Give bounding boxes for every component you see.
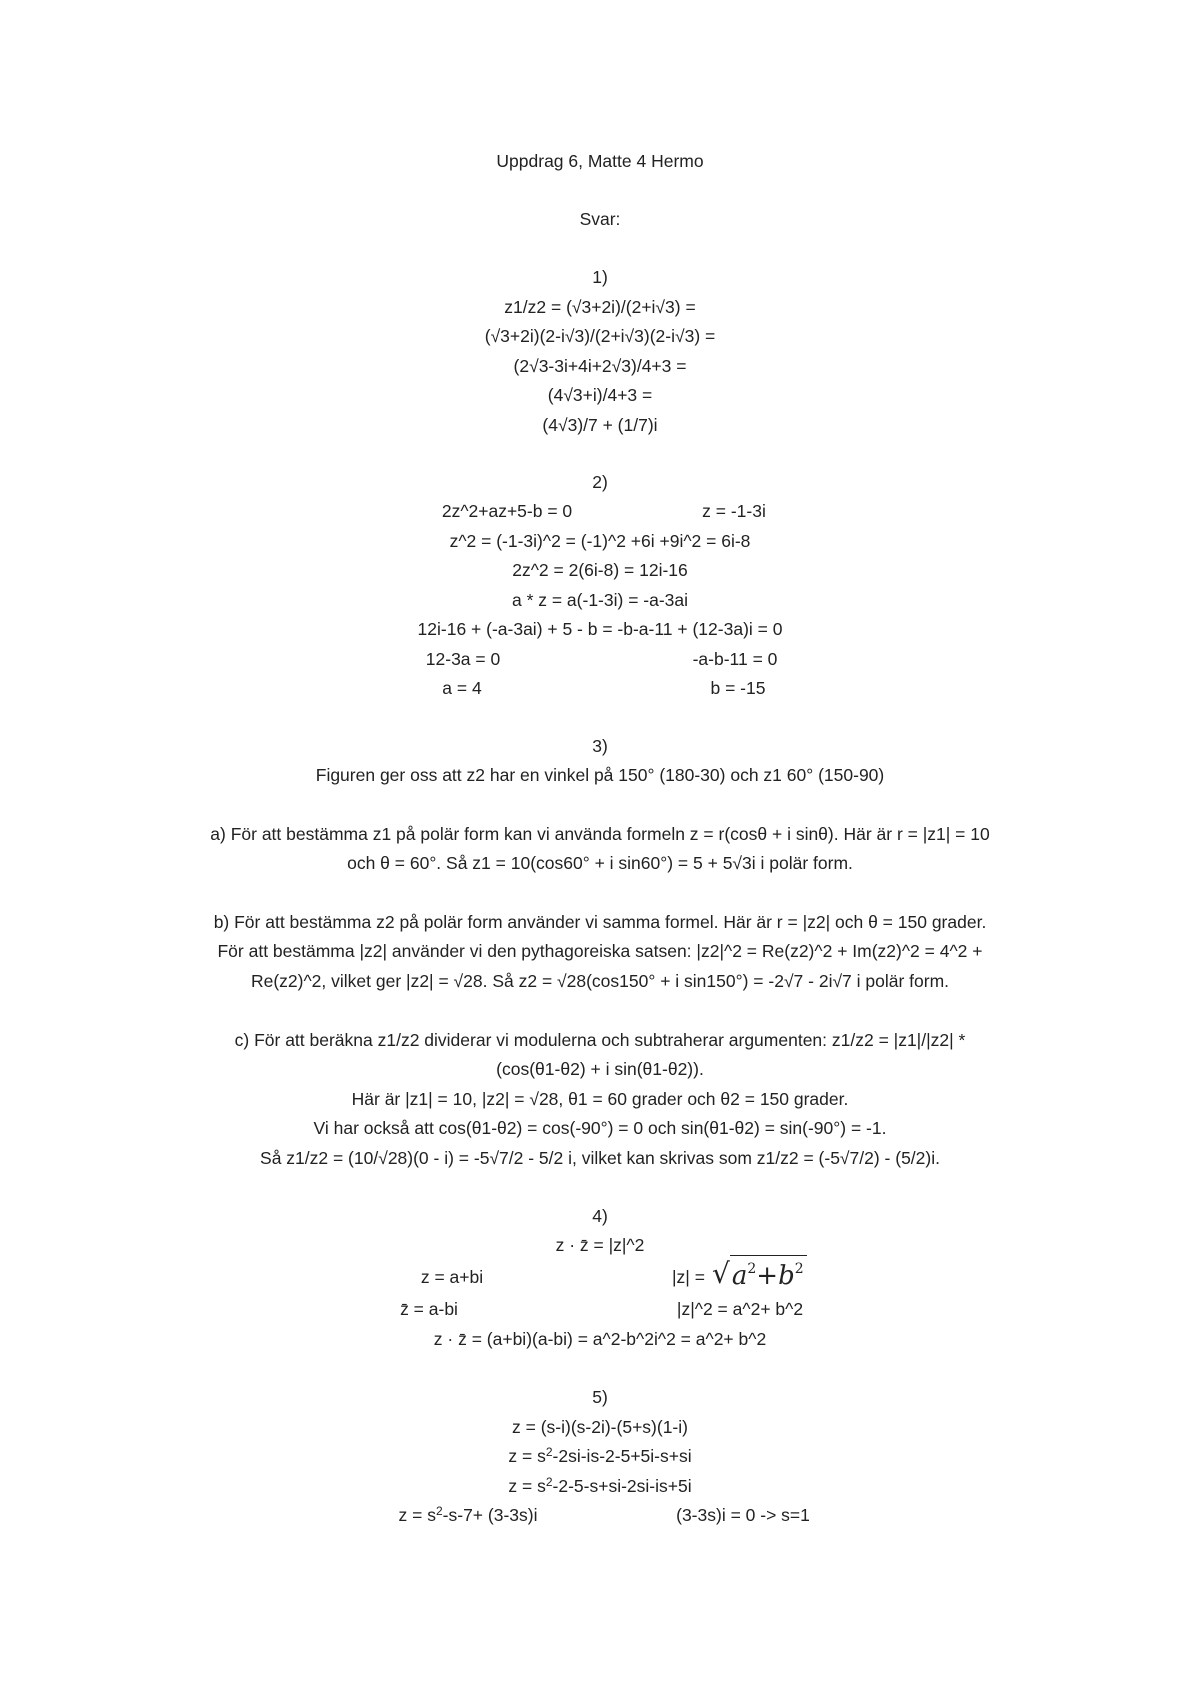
question-3c-text: Vi har också att cos(θ1-θ2) = cos(-90°) = 0 och sin(θ1-θ2) = sin(-90°) = -1. [313, 1118, 887, 1138]
question-4-conjugate-definition: z̄ = a-bi [400, 1299, 458, 1319]
question-4-modulus-label: |z| = [672, 1267, 710, 1287]
question-3c-text: Här är |z1| = 10, |z2| = √28, θ1 = 60 grader och θ2 = 150 grader. [351, 1089, 849, 1109]
question-1-line: (4√3+i)/4+3 = [547, 385, 653, 405]
question-3b-text: För att bestämma |z2| använder vi den pythagoreiska satsen: |z2|^2 = Re(z2)^2 + Im(z2)^2 = 4^2 + [217, 941, 983, 961]
answers-heading: Svar: [579, 209, 621, 229]
question-2-system-left: 12-3a = 0 [425, 649, 501, 669]
question-3a-text: och θ = 60°. Så z1 = 10(cos60° + i sin60°) = 5 + 5√3i i polär form. [347, 853, 853, 873]
question-5-line: $z = s^2-2si-is-2-5+5i-s+si$ [508, 1445, 692, 1466]
question-2-line: 12i-16 + (-a-3ai) + 5 - b = -b-a-11 + (12-3a)i = 0 [417, 619, 783, 639]
question-2-given-z: z = -1-3i [702, 501, 766, 521]
question-5-line: $z = s^2-2-5-s+si-2si-is+5i$ [508, 1475, 692, 1496]
question-3a-text: a) För att bestämma z1 på polär form kan vi använda formeln z = r(cosθ + i sinθ). Här är r = |z1| = 10 [210, 824, 990, 844]
question-1-line: (4√3)/7 + (1/7)i [542, 415, 658, 435]
question-5-number: 5) [592, 1387, 608, 1407]
sqrt-icon: √ [712, 1257, 730, 1290]
question-3-number: 3) [592, 736, 608, 756]
question-2-line: 2z^2 = 2(6i-8) = 12i-16 [512, 560, 688, 580]
question-4-z-definition: z = a+bi [420, 1267, 484, 1287]
question-2-system-right: -a-b-11 = 0 [692, 649, 778, 669]
question-5-final: $z = s^2-s-7+ (3-3s)i$ [398, 1504, 538, 1525]
document-title: Uppdrag 6, Matte 4 Hermo [496, 151, 704, 171]
question-3b-text: b) För att bestämma z2 på polär form använder vi samma formel. Här är r = |z2| och θ = 150 grader. [213, 912, 987, 932]
question-1-number: 1) [592, 267, 608, 287]
modulus-sqrt-formula [712, 1259, 807, 1289]
question-4-number: 4) [592, 1206, 608, 1226]
question-2-solution-b: b = -15 [710, 678, 766, 698]
question-2-solution-a: a = 4 [442, 678, 482, 698]
question-3-intro: Figuren ger oss att z2 har en vinkel på 150° (180-30) och z1 60° (150-90) [315, 765, 885, 785]
question-3c-text: c) För att beräkna z1/z2 dividerar vi modulerna och subtraherar argumenten: z1/z2 = |z1|/|z2| * [234, 1030, 966, 1050]
question-3b-text: Re(z2)^2, vilket ger |z2| = √28. Så z2 = √28(cos150° + i sin150°) = -2√7 - 2i√7 i polär form. [250, 971, 950, 991]
question-1-line: z1/z2 = (√3+2i)/(2+i√3) = [504, 297, 696, 317]
question-4-modulus-squared: |z|^2 = a^2+ b^2 [676, 1299, 804, 1319]
question-1-line: (√3+2i)(2-i√3)/(2+i√3)(2-i√3) = [484, 326, 716, 346]
question-2-line: a * z = a(-1-3i) = -a-3ai [511, 590, 689, 610]
question-4-final: z · z̄ = (a+bi)(a-bi) = a^2-b^2i^2 = a^2+ b^2 [433, 1329, 767, 1349]
question-4-identity: z · z̄ = |z|^2 [555, 1235, 645, 1255]
question-5-line: z = (s-i)(s-2i)-(5+s)(1-i) [512, 1417, 688, 1437]
question-2-number: 2) [592, 472, 608, 492]
question-2-line: z^2 = (-1-3i)^2 = (-1)^2 +6i +9i^2 = 6i-8 [449, 531, 751, 551]
sqrt-radicand: $a^2+b^2$ [730, 1255, 807, 1289]
question-5-solution: (3-3s)i = 0 -> s=1 [676, 1505, 810, 1525]
question-3c-text: Så z1/z2 = (10/√28)(0 - i) = -5√7/2 - 5/2 i, vilket kan skrivas som z1/z2 = (-5√7/2) - (5/2)i. [260, 1148, 940, 1168]
question-3c-text: (cos(θ1-θ2) + i sin(θ1-θ2)). [496, 1059, 704, 1079]
question-2-equation: 2z^2+az+5-b = 0 [441, 501, 573, 521]
question-1-line: (2√3-3i+4i+2√3)/4+3 = [513, 356, 687, 376]
